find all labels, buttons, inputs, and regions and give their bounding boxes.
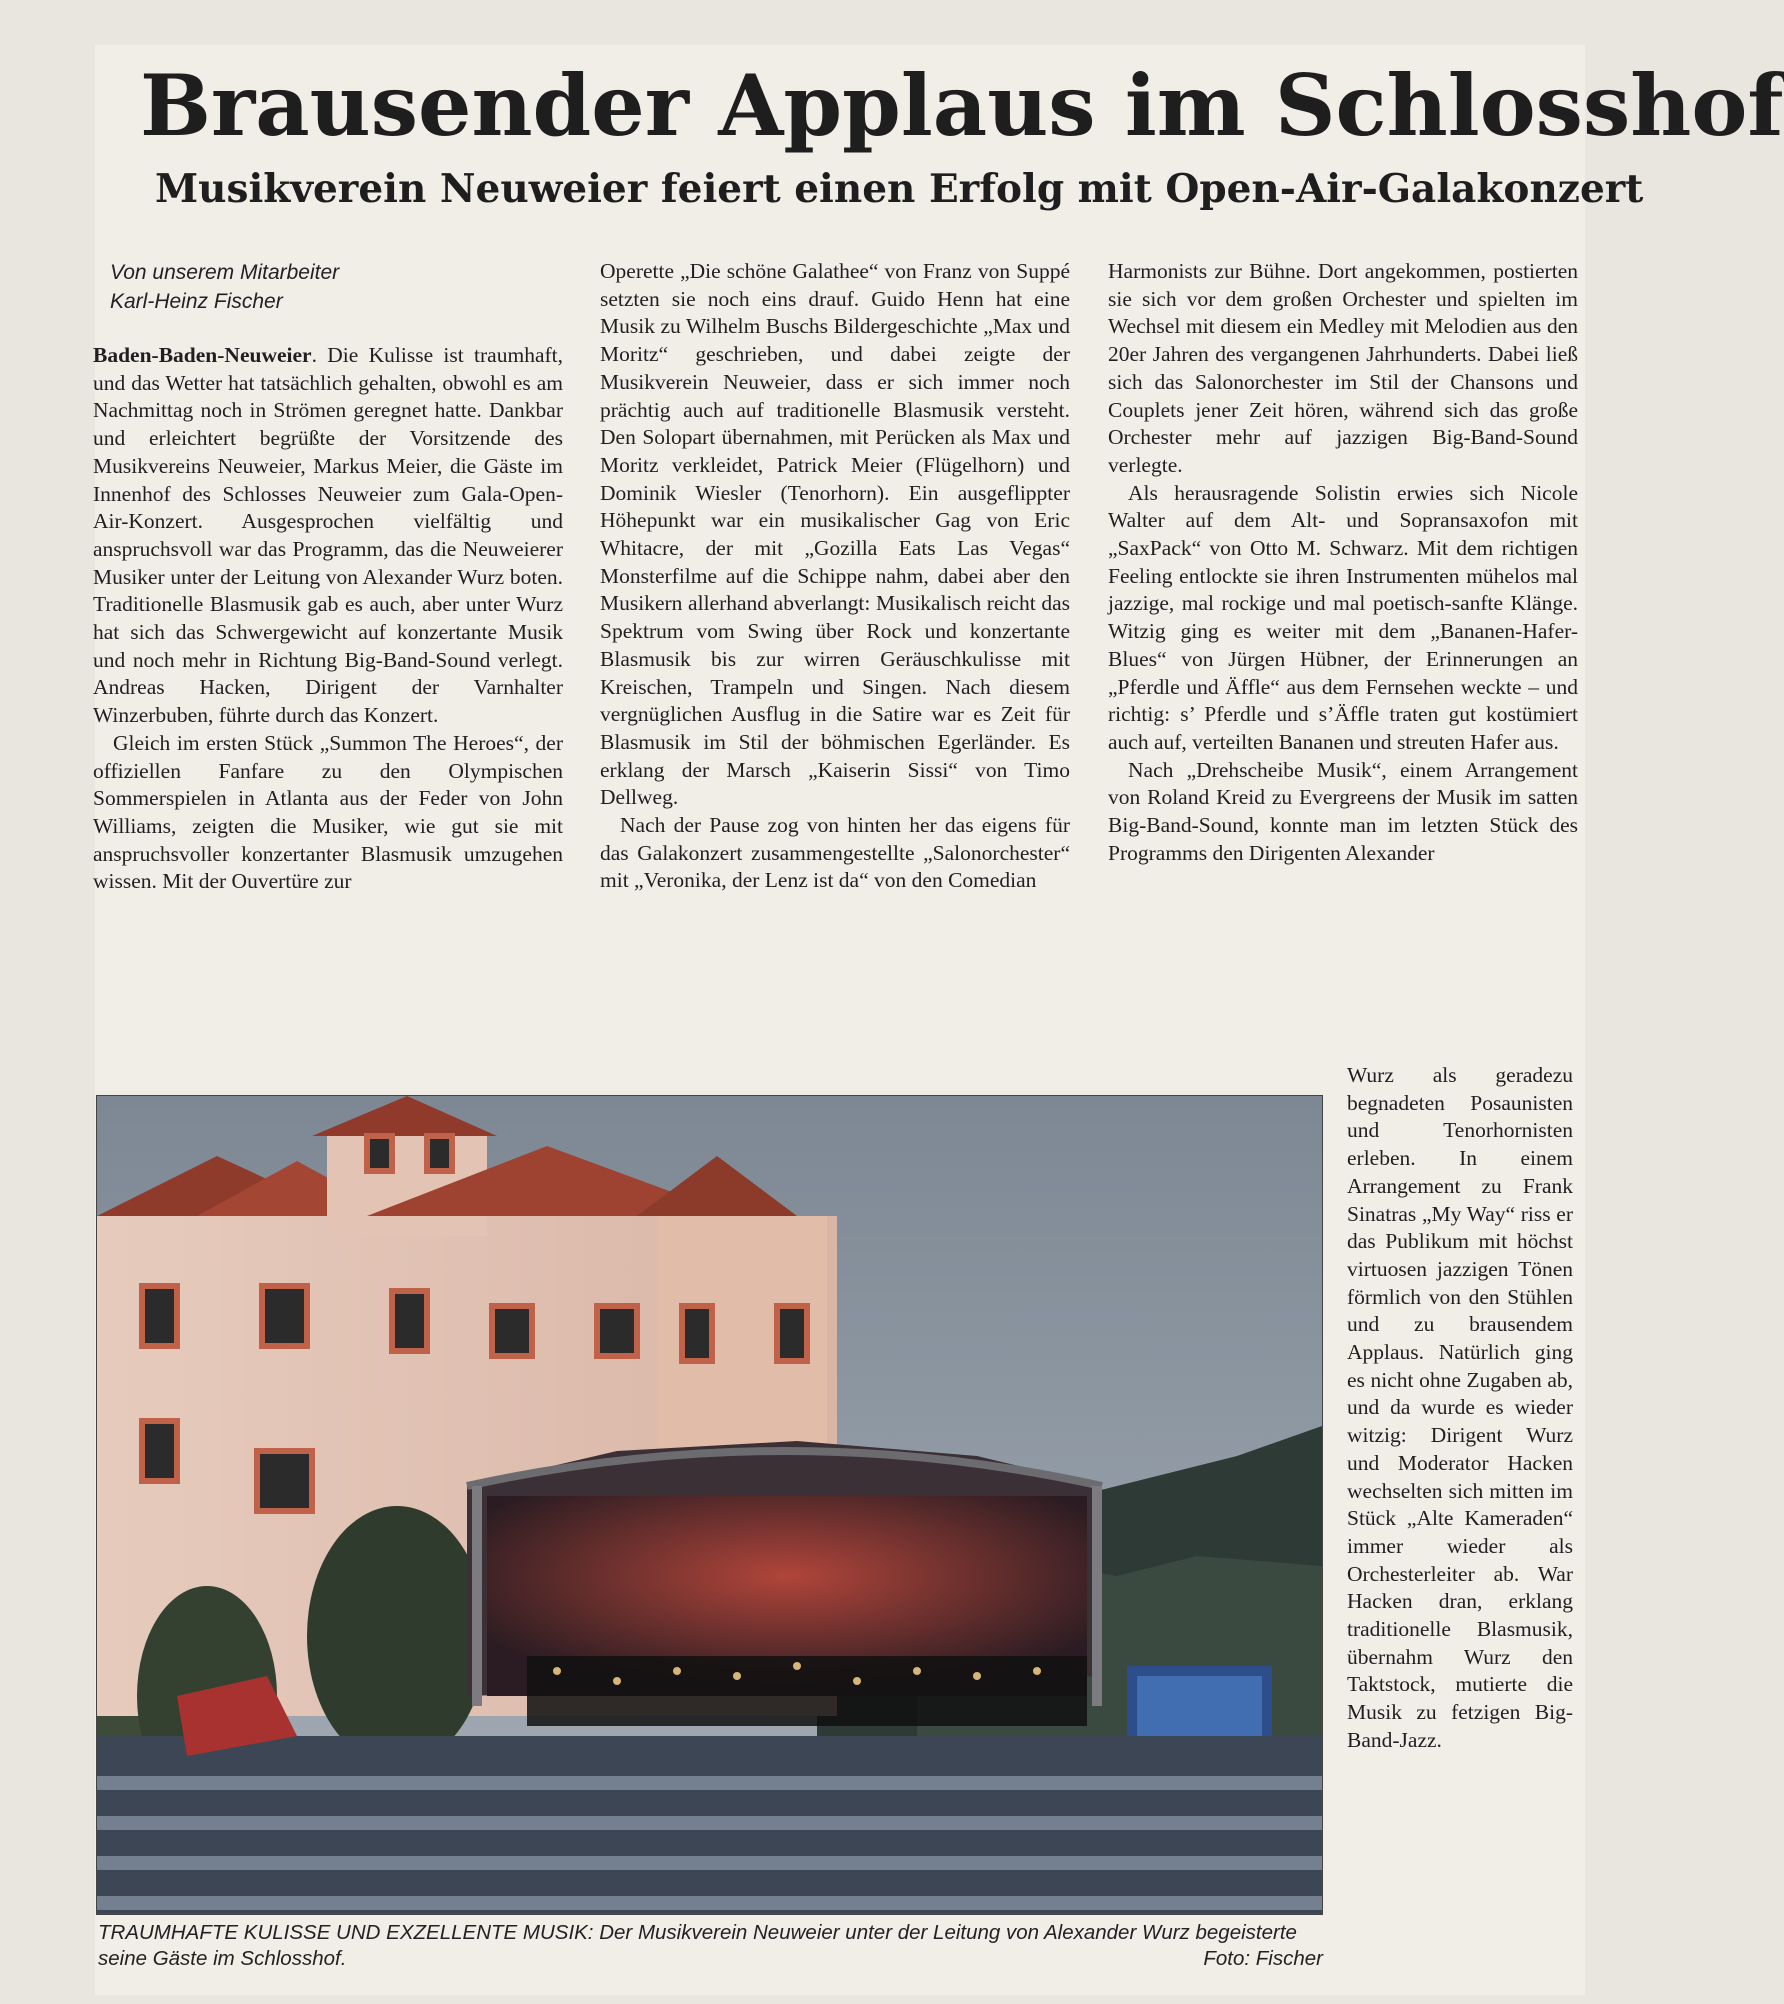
byline (110, 258, 550, 316)
paragraph-text: . Die Kulisse ist traumhaft, und das Wetter hat tatsächlich gehalten, obwohl es am Nachmittag noch in Strömen geregnet hatte. Dankbar und erleichtert begrüßte der Vorsitzende des Musikvereins Neuweier, Markus Meier, die Gäste im Innenhof des Schlosses Neuweier zum Gala-Open-Air-Konzert. Ausgesprochen vielfältig und anspruchsvoll war das Programm, das die Neuweierer Musiker unter der Leitung von Alexander Wurz boten. Traditionelle Blasmusik gab es auch, aber unter Wurz hat sich das Schwergewicht auf konzertante Musik und noch mehr in Richtung Big-Band-Sound verlegt. Andreas Hacken, Dirigent der Varnhalter Winzerbuben, führte durch das Konzert. (93, 343, 563, 728)
article-paragraph: Harmonists zur Bühne. Dort angekommen, postierten sie sich vor dem großen Orchester und spielten im Wechsel mit diesem ein Medley mit Melodien aus den 20er Jahren des vergangenen Jahrhunderts. Dabei ließ sich das Salonorchester im Stil der Chansons und Couplets jener Zeit hören, während sich das große Orchester mehr auf jazzigen Big-Band-Sound verlegte. (1108, 259, 1578, 477)
byline-line2: Karl-Heinz Fischer (110, 290, 283, 313)
article-paragraph: Nach der Pause zog von hinten her das eigens für das Galakonzert zusammengestellte „Salonorchester“ mit „Veronika, der Lenz ist da“ von den Comedian (600, 813, 1070, 893)
article-column-4 (1347, 1062, 1573, 1755)
concert-photo (96, 1095, 1323, 1915)
article-column-1 (93, 342, 563, 896)
article-paragraph: Wurz als geradezu begnadeten Posaunisten und Tenorhornisten erleben. In einem Arrangement zu Frank Sinatras „My Way“ riss er das Publikum mit höchst virtuosen jazzigen Tönen förmlich von den Stühlen und zu brausendem Applaus. Natürlich ging es nicht ohne Zugaben ab, und da wurde es wieder witzig: Dirigent Wurz und Moderator Hacken wechselten sich mitten im Stück „Alte Kameraden“ immer wieder als Orchesterleiter ab. War Hacken dran, erklang traditionelle Blasmusik, übernahm Wurz den Taktstock, mutierte die Musik zu fetzigen Big-Band-Jazz. (1347, 1063, 1573, 1752)
article-paragraph: Operette „Die schöne Galathee“ von Franz von Suppé setzten sie noch eins drauf. Guido Henn hat eine Musik zu Wilhelm Buschs Bildergeschichte „Max und Moritz“ geschrieben, und dabei zeigte der Musikverein Neuweier, dass er sich immer noch prächtig auch auf traditionelle Blasmusik versteht. Den Solopart übernahmen, mit Perücken als Max und Moritz verkleidet, Patrick Meier (Flügelhorn) und Dominik Wiesler (Tenorhorn). Ein ausgeflippter Höhepunkt war ein musikalischer Gag von Eric Whitacre, der mit „Gozilla Eats Las Vegas“ Monsterfilme auf die Schippe nahm, dabei aber den Musikern allerhand abverlangt: Musikalisch reicht das Spektrum vom Swing über Rock und konzertante Blasmusik bis zur wirren Geräuschkulisse mit Kreischen, Trampeln und Singen. Nach diesem vergnüglichen Ausflug in die Satire war es Zeit für Blasmusik im Stil der böhmischen Egerländer. Es erklang der Marsch „Kaiserin Sissi“ von Timo Dellweg. (600, 259, 1070, 810)
article-column-2 (600, 258, 1070, 895)
headline: Brausender Applaus im Schlosshof (140, 56, 1784, 155)
caption-text: Der Musikverein Neuweier unter der Leitung von Alexander Wurz begeisterte seine Gäste im Schlosshof. (98, 1921, 1297, 1970)
caption-head: TRAUMHAFTE KULISSE UND EXZELLENTE MUSIK: (98, 1921, 594, 1944)
article-paragraph (93, 342, 563, 730)
article-column-3 (1108, 258, 1578, 867)
photo-credit: Foto: Fischer (1203, 1947, 1323, 1970)
dateline: Baden-Baden-Neuweier (93, 343, 312, 367)
article-paragraph: Als herausragende Solistin erwies sich Nicole Walter auf dem Alt- und Sopransaxofon mit „SaxPack“ von Otto M. Schwarz. Mit dem richtigen Feeling entlockte sie ihren Instrumenten mühelos mal jazzige, mal rockige und mal poetisch-sanfte Klänge. Witzig ging es weiter mit dem „Bananen-Hafer-Blues“ von Jürgen Hübner, der Erinnerungen an „Pferdle und Äffle“ aus dem Fernsehen weckte – und richtig: s’ Pferdle und s’Äffle traten gut kostümiert auch auf, verteilten Bananen und streuten Hafer aus. (1108, 480, 1578, 754)
article-paragraph: Gleich im ersten Stück „Summon The Heroes“, der offiziellen Fanfare zu den Olympischen Sommerspielen in Atlanta aus der Feder von John Williams, zeigten die Musiker, wie gut sie mit anspruchsvoller konzertanter Blasmusik umzugehen wissen. Mit der Ouvertüre zur (93, 730, 563, 894)
byline-line1: Von unserem Mitarbeiter (110, 261, 340, 284)
photo-caption (98, 1920, 1323, 1972)
article-paragraph: Nach „Drehscheibe Musik“, einem Arrangement von Roland Kreid zu Evergreens der Musik im satten Big-Band-Sound, konnte man im letzten Stück des Programms den Dirigenten Alexander (1108, 757, 1578, 865)
subheadline: Musikverein Neuweier feiert einen Erfolg mit Open-Air-Galakonzert (155, 166, 1644, 212)
